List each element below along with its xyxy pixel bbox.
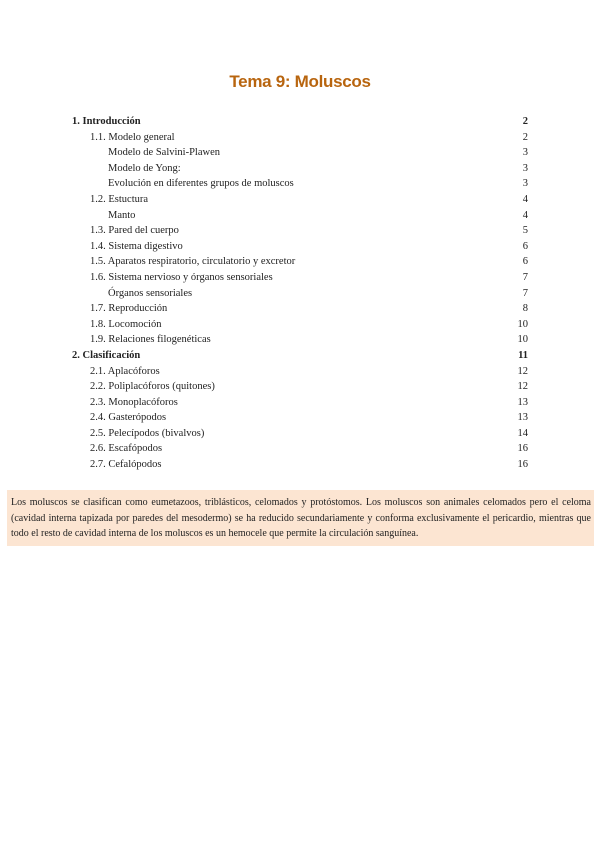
toc-entry-label: 1.5. Aparatos respiratorio, circulatorio y excretor [90, 256, 296, 268]
toc-entry-page: 4 [522, 193, 528, 205]
toc-entry[interactable] [72, 426, 528, 442]
toc-entry-page: 10 [517, 334, 528, 346]
toc-entry[interactable] [72, 130, 528, 146]
toc-entry-page: 2 [522, 116, 528, 127]
toc-entry[interactable] [72, 364, 528, 380]
toc-entry[interactable] [72, 395, 528, 411]
toc-entry-page: 16 [517, 459, 528, 471]
toc-entry-page: 6 [522, 240, 528, 252]
toc-entry[interactable] [72, 223, 528, 239]
toc-entry[interactable] [72, 348, 528, 364]
toc-entry-label: 1.1. Modelo general [90, 131, 175, 143]
toc-entry-label: 1.4. Sistema digestivo [90, 240, 183, 252]
toc-entry[interactable] [72, 301, 528, 317]
toc-entry-label: Modelo de Yong: [108, 162, 181, 174]
toc-entry-page: 5 [522, 225, 528, 237]
toc-entry-page: 4 [522, 209, 528, 221]
toc-entry-page: 13 [517, 412, 528, 424]
toc-entry[interactable] [72, 286, 528, 302]
toc-entry-page: 16 [517, 443, 528, 455]
toc-entry-label: 1.8. Locomoción [90, 318, 162, 330]
toc-entry-page: 7 [522, 271, 528, 283]
toc-entry-page: 10 [517, 318, 528, 330]
toc-entry-label: 2.4. Gasterópodos [90, 412, 167, 424]
toc-entry-page: 12 [517, 381, 528, 393]
toc-entry[interactable] [72, 192, 528, 208]
toc-entry-label: 2.2. Poliplacóforos (quitones) [90, 381, 215, 393]
toc-entry-page: 13 [517, 396, 528, 408]
toc-entry[interactable] [72, 176, 528, 192]
toc-entry[interactable] [72, 254, 528, 270]
toc-entry-label: 1.2. Estuctura [90, 193, 149, 205]
toc-entry[interactable] [72, 145, 528, 161]
toc-entry-label: 2.5. Pelecípodos (bivalvos) [90, 427, 205, 439]
toc-entry-label: Órganos sensoriales [108, 287, 193, 299]
toc-entry[interactable] [72, 270, 528, 286]
toc-entry-label: Manto [108, 209, 136, 221]
toc-entry-page: 3 [522, 162, 528, 174]
toc-entry-label: Evolución en diferentes grupos de moluscos [108, 178, 294, 190]
toc-entry-label: 1.3. Pared del cuerpo [90, 225, 179, 237]
toc-entry-page: 7 [522, 287, 528, 299]
toc-entry[interactable] [72, 317, 528, 333]
toc-entry[interactable] [72, 114, 528, 130]
toc-entry[interactable] [72, 457, 528, 473]
toc-entry[interactable] [72, 332, 528, 348]
toc-entry-label: 1.7. Reproducción [90, 303, 168, 315]
toc-entry-label: 2.7. Cefalópodos [90, 459, 162, 471]
toc-entry-page: 11 [518, 349, 528, 361]
toc-entry[interactable] [72, 441, 528, 457]
toc-entry-label: Modelo de Salvini-Plawen [108, 147, 220, 159]
toc-entry-label: 1. Introducción [72, 116, 141, 127]
page-title: Tema 9: Moluscos [229, 72, 371, 91]
toc-entry[interactable] [72, 208, 528, 224]
toc-entry-page: 6 [522, 256, 528, 268]
toc-entry-page: 2 [522, 131, 528, 143]
table-of-contents [72, 114, 528, 473]
toc-entry-label: 2.6. Escafópodos [90, 443, 163, 455]
toc-entry[interactable] [72, 410, 528, 426]
toc-entry-page: 12 [517, 365, 528, 377]
toc-entry-label: 1.9. Relaciones filogenéticas [90, 334, 211, 346]
toc-entry[interactable] [72, 379, 528, 395]
toc-entry-label: 2.3. Monoplacóforos [90, 396, 178, 408]
toc-entry-label: 1.6. Sistema nervioso y órganos sensoriales [90, 271, 273, 283]
toc-entry-label: 2. Clasificación [72, 349, 141, 361]
toc-entry-page: 8 [522, 303, 528, 315]
toc-entry-page: 3 [522, 147, 528, 159]
toc-entry[interactable] [72, 239, 528, 255]
toc-entry-page: 14 [517, 427, 528, 439]
toc-entry[interactable] [72, 161, 528, 177]
intro-paragraph: Los moluscos se clasifican como eumetazoos, triblásticos, celomados y protóstomos. Los moluscos son animales celomados pero el celoma (cavidad interna tapizada por paredes del mesodermo) se ha reducido secundariamente y conforma exclusivamente el pericardio, mientras que todo el resto de cavidad interna de los moluscos es un hemocele que permite la circulación sanguínea. [7, 490, 594, 546]
toc-entry-page: 3 [522, 178, 528, 190]
toc-entry-label: 2.1. Aplacóforos [90, 365, 160, 377]
